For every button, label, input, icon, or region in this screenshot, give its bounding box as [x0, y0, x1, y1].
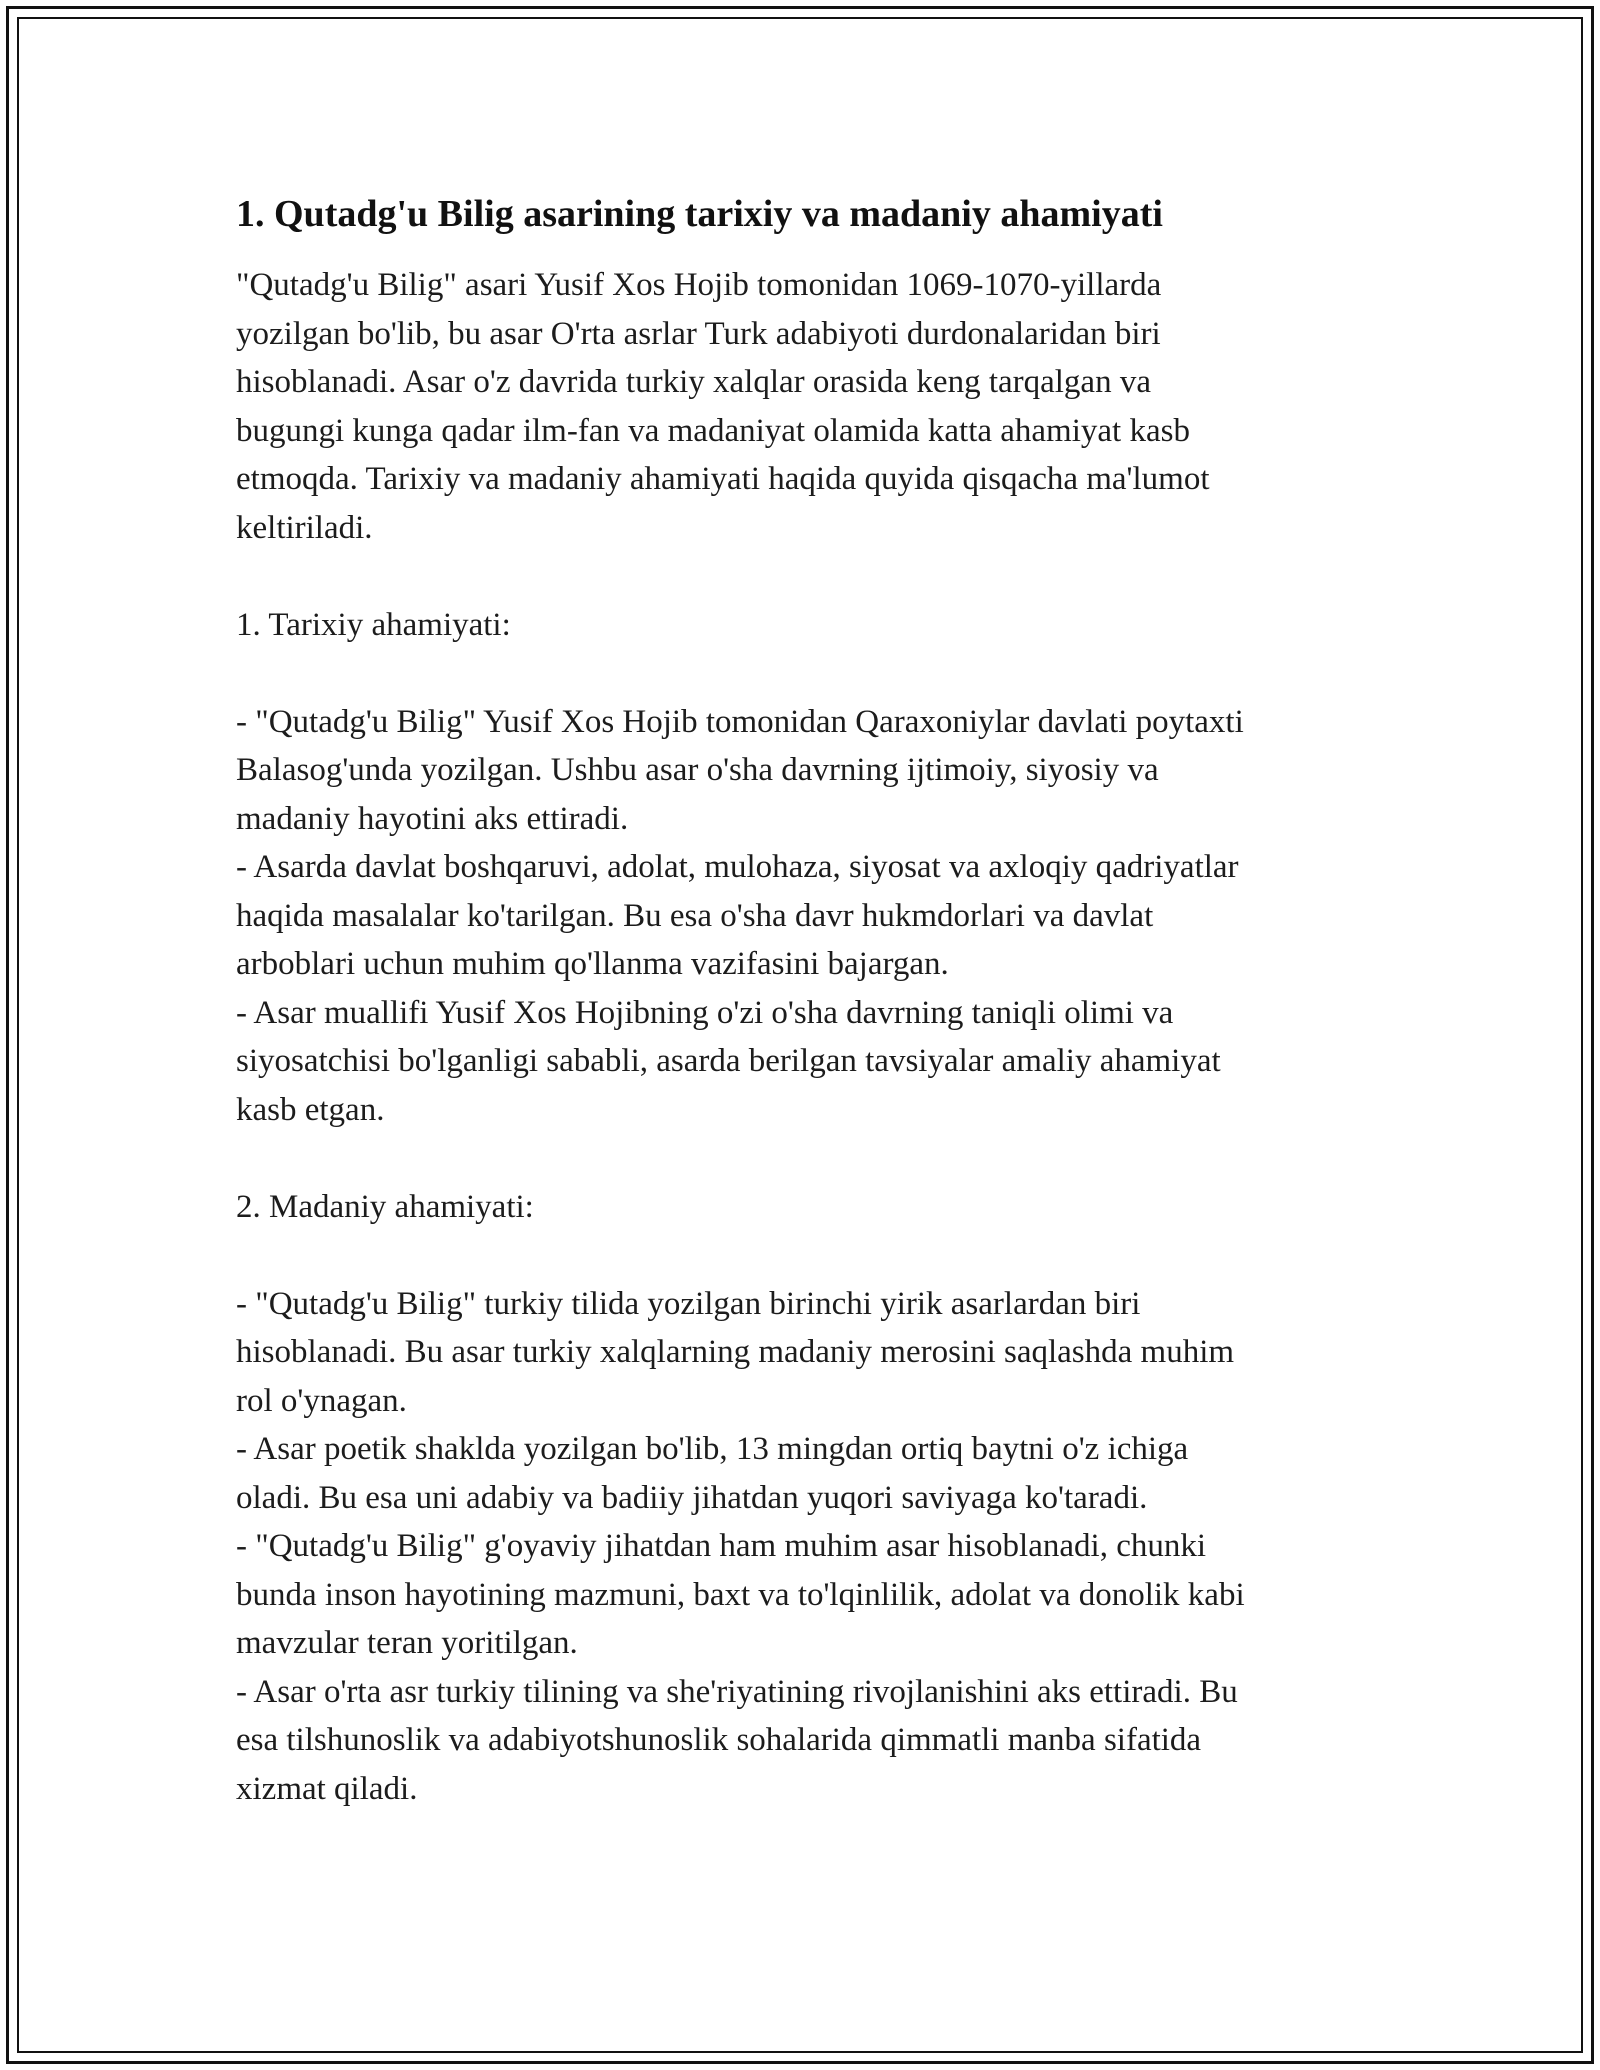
- document-content: [236, 190, 1366, 1813]
- document-heading: 1. Qutadg'u Bilig asarining tarixiy va madaniy ahamiyati: [236, 193, 1163, 235]
- document-body: "Qutadg'u Bilig" asari Yusif Xos Hojib tomonidan 1069-1070-yillarda yozilgan bo'lib, bu asar O'rta asrlar Turk adabiyoti durdonalaridan biri hisoblanadi. Asar o'z davrida turkiy xalqlar orasida keng tarqalgan va bugungi kunga qadar ilm-fan va madaniyat olamida katta ahamiyat kasb etmoqda. Tarixiy va madaniy ahamiyati haqida quyida qisqacha ma'lumot keltiriladi. 1. Tarixiy ahamiyati: - "Qutadg'u Bilig" Yusif Xos Hojib tomonidan Qaraxoniylar davlati poytaxti Balasog'unda yozilgan. Ushbu asar o'sha davrning ijtimoiy, siyosiy va madaniy hayotini aks ettiradi. - Asarda davlat boshqaruvi, adolat, mulohaza, siyosat va axloqiy qadriyatlar haqida masalalar ko'tarilgan. Bu esa o'sha davr hukmdorlari va davlat arboblari uchun muhim qo'llanma vazifasini bajargan. - Asar muallifi Yusif Xos Hojibning o'zi o'sha davrning taniqli olimi va siyosatchisi bo'lganligi sababli, asarda berilgan tavsiyalar amaliy ahamiyat kasb etgan. 2. Madaniy ahamiyati: - "Qutadg'u Bilig" turkiy tilida yozilgan birinchi yirik asarlardan biri hisoblanadi. Bu asar turkiy xalqlarning madaniy merosini saqlashda muhim rol o'ynagan. - Asar poetik shaklda yozilgan bo'lib, 13 mingdan ortiq baytni o'z ichiga oladi. Bu esa uni adabiy va badiiy jihatdan yuqori saviyaga ko'taradi. - "Qutadg'u Bilig" g'oyaviy jihatdan ham muhim asar hisoblanadi, chunki bunda inson hayotining mazmuni, baxt va to'lqinlilik, adolat va donolik kabi mavzular teran yoritilgan. - Asar o'rta asr turkiy tilining va she'riyatining rivojlanishini aks ettiradi. Bu esa tilshunoslik va adabiyotshunoslik sohalarida qimmatli manba sifatida xizmat qiladi.: [236, 267, 1245, 1807]
